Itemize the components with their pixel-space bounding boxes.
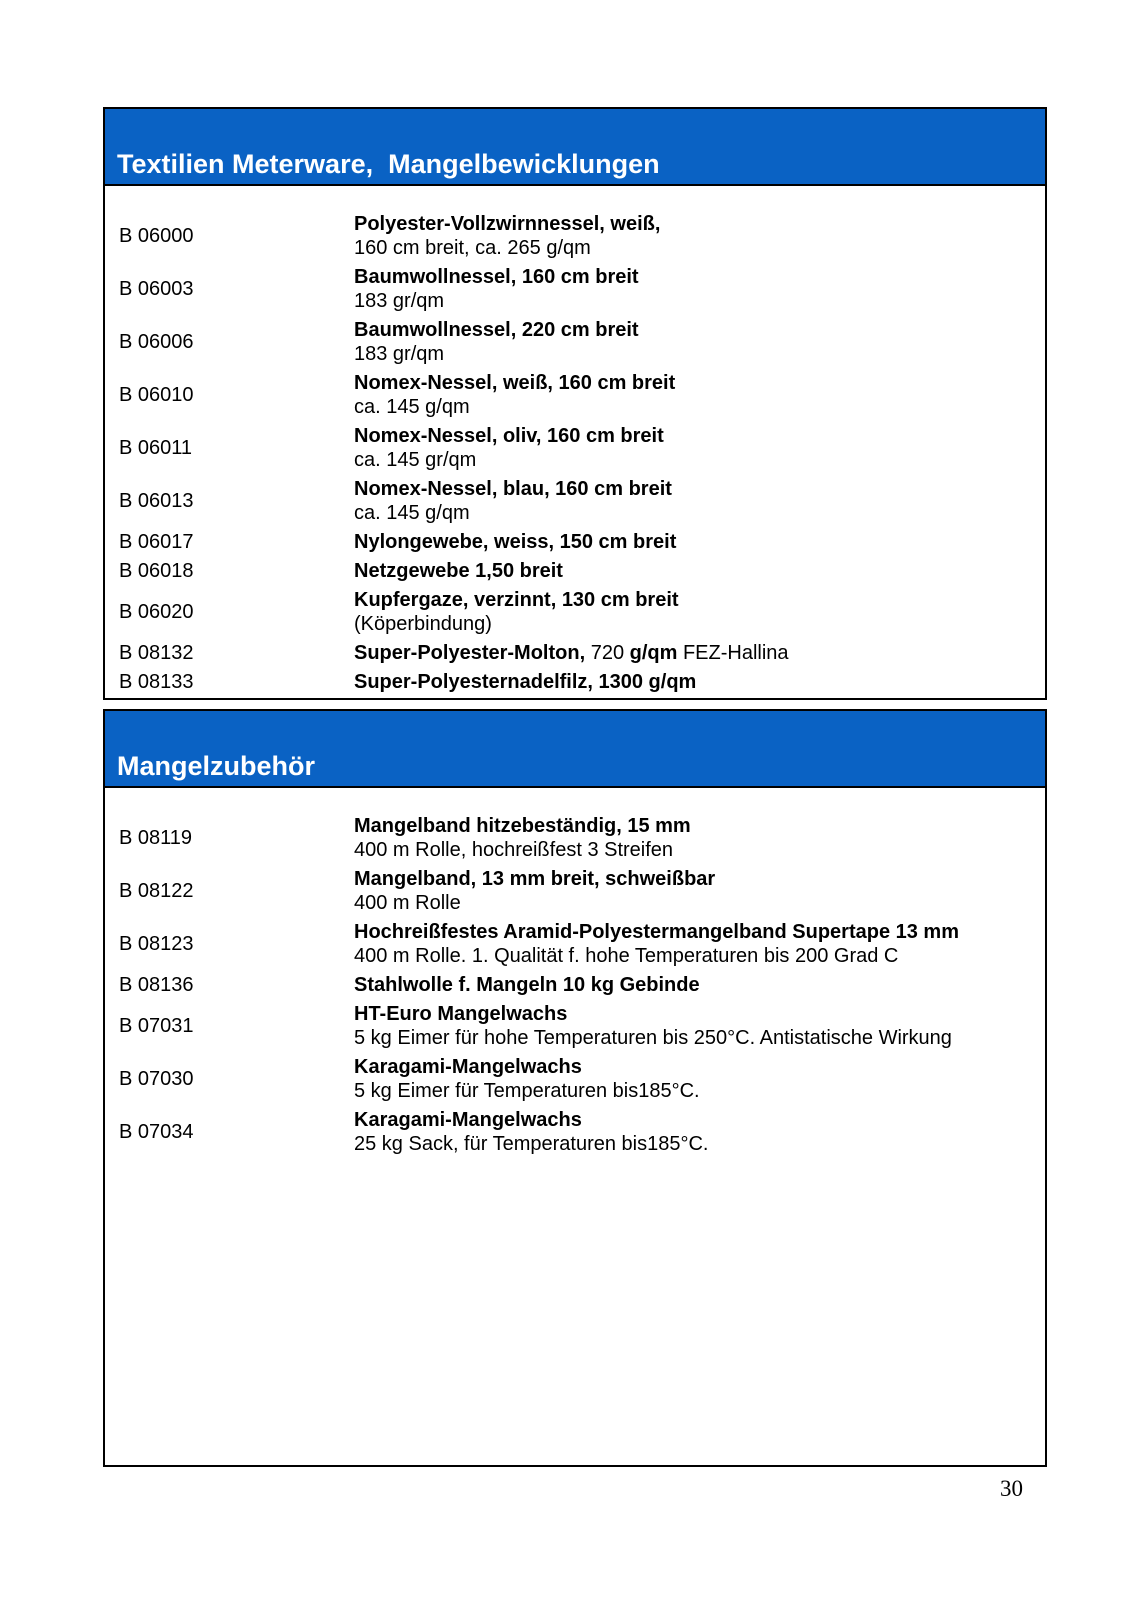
item-description	[354, 1002, 1029, 1050]
item-title-bold-segment: Nomex-Nessel, oliv, 160 cm breit	[354, 425, 664, 447]
item-title	[354, 265, 1029, 289]
section-title: Textilien Meterware, Mangelbewicklungen	[117, 149, 660, 180]
item-title-bold-segment: Baumwollnessel, 160 cm breit	[354, 266, 639, 288]
item-list	[105, 788, 1045, 1156]
item-description	[354, 530, 1029, 554]
item-description	[354, 973, 1029, 997]
item-title	[354, 641, 1029, 665]
item-description	[354, 265, 1029, 313]
table-row	[119, 265, 1029, 313]
item-title-regular-segment: 720	[585, 642, 630, 664]
section-header	[105, 711, 1045, 788]
item-list	[105, 186, 1045, 694]
item-code: B 08123	[119, 933, 194, 955]
item-code: B 06011	[119, 437, 193, 459]
table-row	[119, 867, 1029, 915]
item-code: B 07030	[119, 1068, 194, 1090]
item-description	[354, 641, 1029, 665]
item-description	[354, 371, 1029, 419]
item-description	[354, 588, 1029, 636]
item-title-bold-segment: Karagami-Mangelwachs	[354, 1056, 582, 1078]
item-title	[354, 588, 1029, 612]
item-description	[354, 559, 1029, 583]
item-code: B 06006	[119, 331, 194, 353]
item-subtitle: 400 m Rolle. 1. Qualität f. hohe Temperaturen bis 200 Grad C	[354, 945, 899, 967]
item-description	[354, 318, 1029, 366]
item-title-bold-segment: HT-Euro Mangelwachs	[354, 1003, 568, 1025]
item-title	[354, 477, 1029, 501]
item-title	[354, 424, 1029, 448]
item-description	[354, 477, 1029, 525]
item-code: B 08133	[119, 671, 194, 693]
item-subtitle: 400 m Rolle	[354, 892, 461, 914]
item-subtitle: 400 m Rolle, hochreißfest 3 Streifen	[354, 839, 674, 861]
item-subtitle: 160 cm breit, ca. 265 g/qm	[354, 237, 591, 259]
item-title-bold-segment: Hochreißfestes Aramid-Polyestermangelband Supertape 13 mm	[354, 921, 959, 943]
item-subtitle: ca. 145 gr/qm	[354, 449, 477, 471]
table-row	[119, 641, 1029, 665]
item-description	[354, 212, 1029, 260]
table-row	[119, 1108, 1029, 1156]
table-row	[119, 212, 1029, 260]
item-title-bold-segment: Netzgewebe 1,50 breit	[354, 560, 563, 582]
item-description	[354, 1055, 1029, 1103]
item-subtitle: ca. 145 g/qm	[354, 396, 470, 418]
table-row	[119, 559, 1029, 583]
table-row	[119, 920, 1029, 968]
table-row	[119, 424, 1029, 472]
table-row	[119, 1055, 1029, 1103]
item-subtitle: 25 kg Sack, für Temperaturen bis185°C.	[354, 1133, 709, 1155]
item-description	[354, 1108, 1029, 1156]
item-title-bold-segment: Mangelband, 13 mm breit, schweißbar	[354, 868, 716, 890]
table-row	[119, 371, 1029, 419]
item-title-bold-segment: Nomex-Nessel, blau, 160 cm breit	[354, 478, 672, 500]
item-title-bold-segment: Nomex-Nessel, weiß, 160 cm breit	[354, 372, 676, 394]
section-title: Mangelzubehör	[117, 751, 316, 782]
table-row	[119, 814, 1029, 862]
item-description	[354, 670, 1029, 694]
item-subtitle: 183 gr/qm	[354, 343, 445, 365]
item-title	[354, 920, 1029, 944]
item-code: B 08132	[119, 642, 194, 664]
item-code: B 06010	[119, 384, 194, 406]
item-code: B 07031	[119, 1015, 194, 1037]
item-title	[354, 1108, 1029, 1132]
item-code: B 06017	[119, 531, 194, 553]
item-title-bold-segment: Mangelband hitzebeständig, 15 mm	[354, 815, 691, 837]
item-title-bold-segment: Karagami-Mangelwachs	[354, 1109, 582, 1131]
item-title-bold-segment: g/qm	[629, 642, 678, 664]
table-row	[119, 530, 1029, 554]
item-title-regular-segment: FEZ-Hallina	[677, 642, 789, 664]
item-subtitle: 5 kg Eimer für hohe Temperaturen bis 250°C. Antistatische Wirkung	[354, 1027, 952, 1049]
item-title	[354, 371, 1029, 395]
item-title-bold-segment: Stahlwolle f. Mangeln 10 kg Gebinde	[354, 974, 700, 996]
page-number: 30	[1000, 1476, 1023, 1501]
section-mangelzubehoer	[103, 709, 1047, 1467]
table-row	[119, 1002, 1029, 1050]
item-title	[354, 212, 1029, 236]
item-title	[354, 1002, 1029, 1026]
item-title	[354, 318, 1029, 342]
section-header	[105, 109, 1045, 186]
item-title	[354, 814, 1029, 838]
item-code: B 08136	[119, 974, 194, 996]
item-code: B 06000	[119, 225, 194, 247]
item-title	[354, 1055, 1029, 1079]
item-code: B 06013	[119, 490, 194, 512]
table-row	[119, 477, 1029, 525]
item-code: B 06018	[119, 560, 194, 582]
item-code: B 08122	[119, 880, 194, 902]
item-title-bold-segment: Nylongewebe, weiss, 150 cm breit	[354, 531, 677, 553]
item-title-bold-segment: Super-Polyesternadelfilz, 1300 g/qm	[354, 671, 697, 693]
item-subtitle: (Köperbindung)	[354, 613, 492, 635]
item-title	[354, 559, 1029, 583]
item-description	[354, 867, 1029, 915]
table-row	[119, 588, 1029, 636]
item-title-bold-segment: Super-Polyester-Molton,	[354, 642, 586, 664]
item-code: B 07034	[119, 1121, 194, 1143]
item-title-bold-segment: Kupfergaze, verzinnt, 130 cm breit	[354, 589, 679, 611]
item-description	[354, 424, 1029, 472]
item-code: B 06020	[119, 601, 194, 623]
table-row	[119, 670, 1029, 694]
section-textilien-meterware	[103, 107, 1047, 700]
item-code: B 06003	[119, 278, 194, 300]
item-subtitle: ca. 145 g/qm	[354, 502, 470, 524]
item-description	[354, 814, 1029, 862]
item-title-bold-segment: Baumwollnessel, 220 cm breit	[354, 319, 639, 341]
item-code: B 08119	[119, 827, 193, 849]
item-title	[354, 867, 1029, 891]
table-row	[119, 318, 1029, 366]
item-title	[354, 973, 1029, 997]
item-title-bold-segment: Polyester-Vollzwirnnessel, weiß,	[354, 213, 661, 235]
item-title	[354, 670, 1029, 694]
table-row	[119, 973, 1029, 997]
item-title	[354, 530, 1029, 554]
item-subtitle: 183 gr/qm	[354, 290, 445, 312]
item-subtitle: 5 kg Eimer für Temperaturen bis185°C.	[354, 1080, 700, 1102]
item-description	[354, 920, 1029, 968]
